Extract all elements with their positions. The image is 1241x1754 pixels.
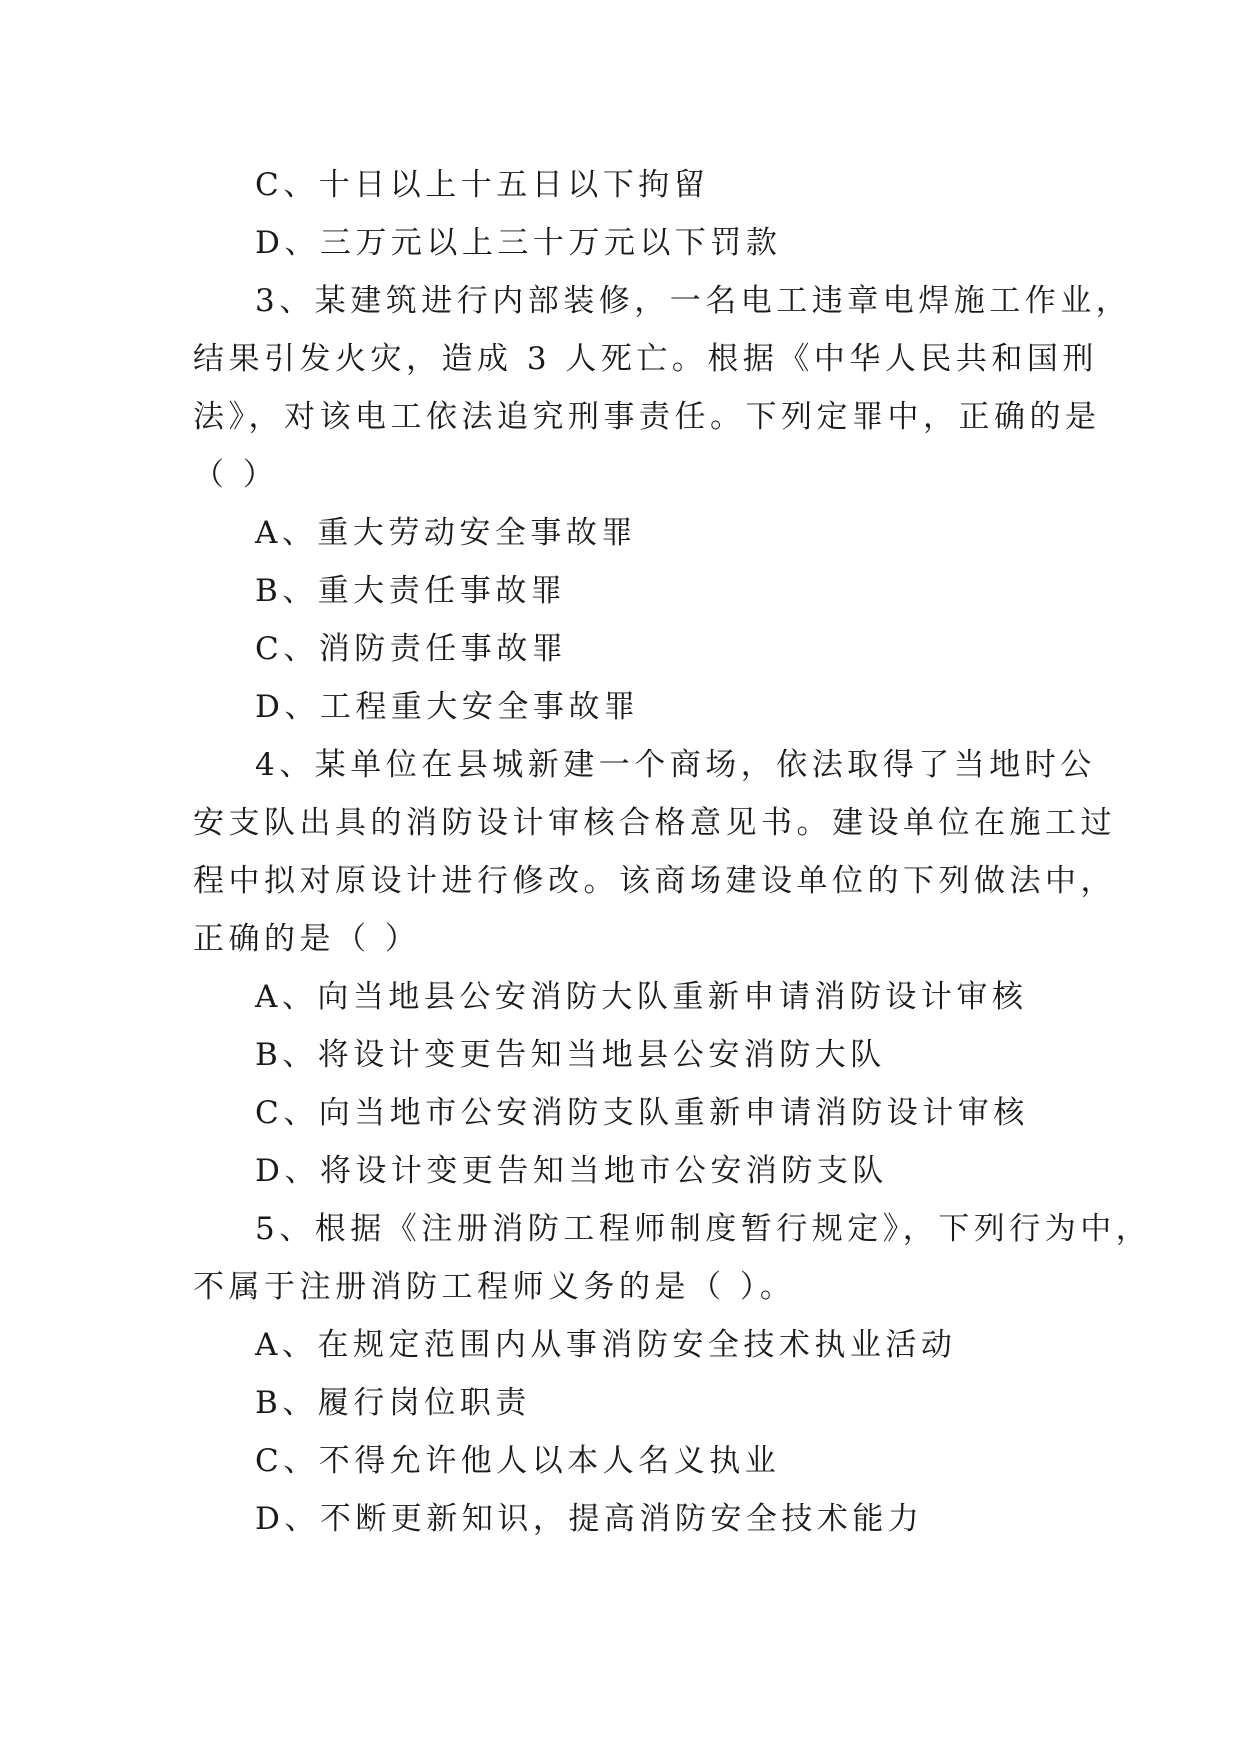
option-b-q5: B、履行岗位职责 (255, 1385, 531, 1421)
document-body (193, 156, 1152, 1548)
option-d-q5: D、不断更新知识，提高消防安全技术能力 (255, 1501, 924, 1537)
option-a-q3: A、重大劳动安全事故罪 (255, 515, 637, 551)
option-a-q5: A、在规定范围内从事消防安全技术执业活动 (255, 1327, 957, 1363)
option-c-q4: C、向当地市公安消防支队重新申请消防设计审核 (255, 1095, 1029, 1131)
question-5-line-2: 不属于注册消防工程师义务的是（ ）。 (193, 1269, 796, 1305)
question-3-line-2: 结果引发火灾，造成 3 人死亡。根据《中华人民共和国刑 (193, 341, 1098, 377)
option-c-q3: C、消防责任事故罪 (255, 631, 568, 667)
question-4-line-3: 程中拟对原设计进行修改。该商场建设单位的下列做法中， (193, 863, 1116, 899)
question-4-line-4: 正确的是（ ） (193, 921, 421, 957)
option-d-q2: D、三万元以上三十万元以下罚款 (255, 225, 782, 261)
question-5-line-1: 5、根据《注册消防工程师制度暂行规定》，下列行为中， (255, 1211, 1152, 1247)
option-d-q4: D、将设计变更告知当地市公安消防支队 (255, 1153, 888, 1189)
option-d-q3: D、工程重大安全事故罪 (255, 689, 640, 725)
option-c-q2: C、十日以上十五日以下拘留 (255, 167, 710, 203)
question-3-line-1: 3、某建筑进行内部装修，一名电工违章电焊施工作业， (255, 283, 1132, 319)
option-b-q4: B、将设计变更告知当地县公安消防大队 (255, 1037, 886, 1073)
question-4-line-1: 4、某单位在县城新建一个商场，依法取得了当地时公 (255, 747, 1096, 783)
question-3-line-3: 法》，对该电工依法追究刑事责任。下列定罪中，正确的是 (193, 399, 1101, 435)
question-3-line-4: （ ） (193, 457, 279, 493)
option-a-q4: A、向当地县公安消防大队重新申请消防设计审核 (255, 979, 1028, 1015)
question-4-line-2: 安支队出具的消防设计审核合格意见书。建设单位在施工过 (193, 805, 1116, 841)
option-b-q3: B、重大责任事故罪 (255, 573, 567, 609)
option-c-q5: C、不得允许他人以本人名义执业 (255, 1443, 781, 1479)
